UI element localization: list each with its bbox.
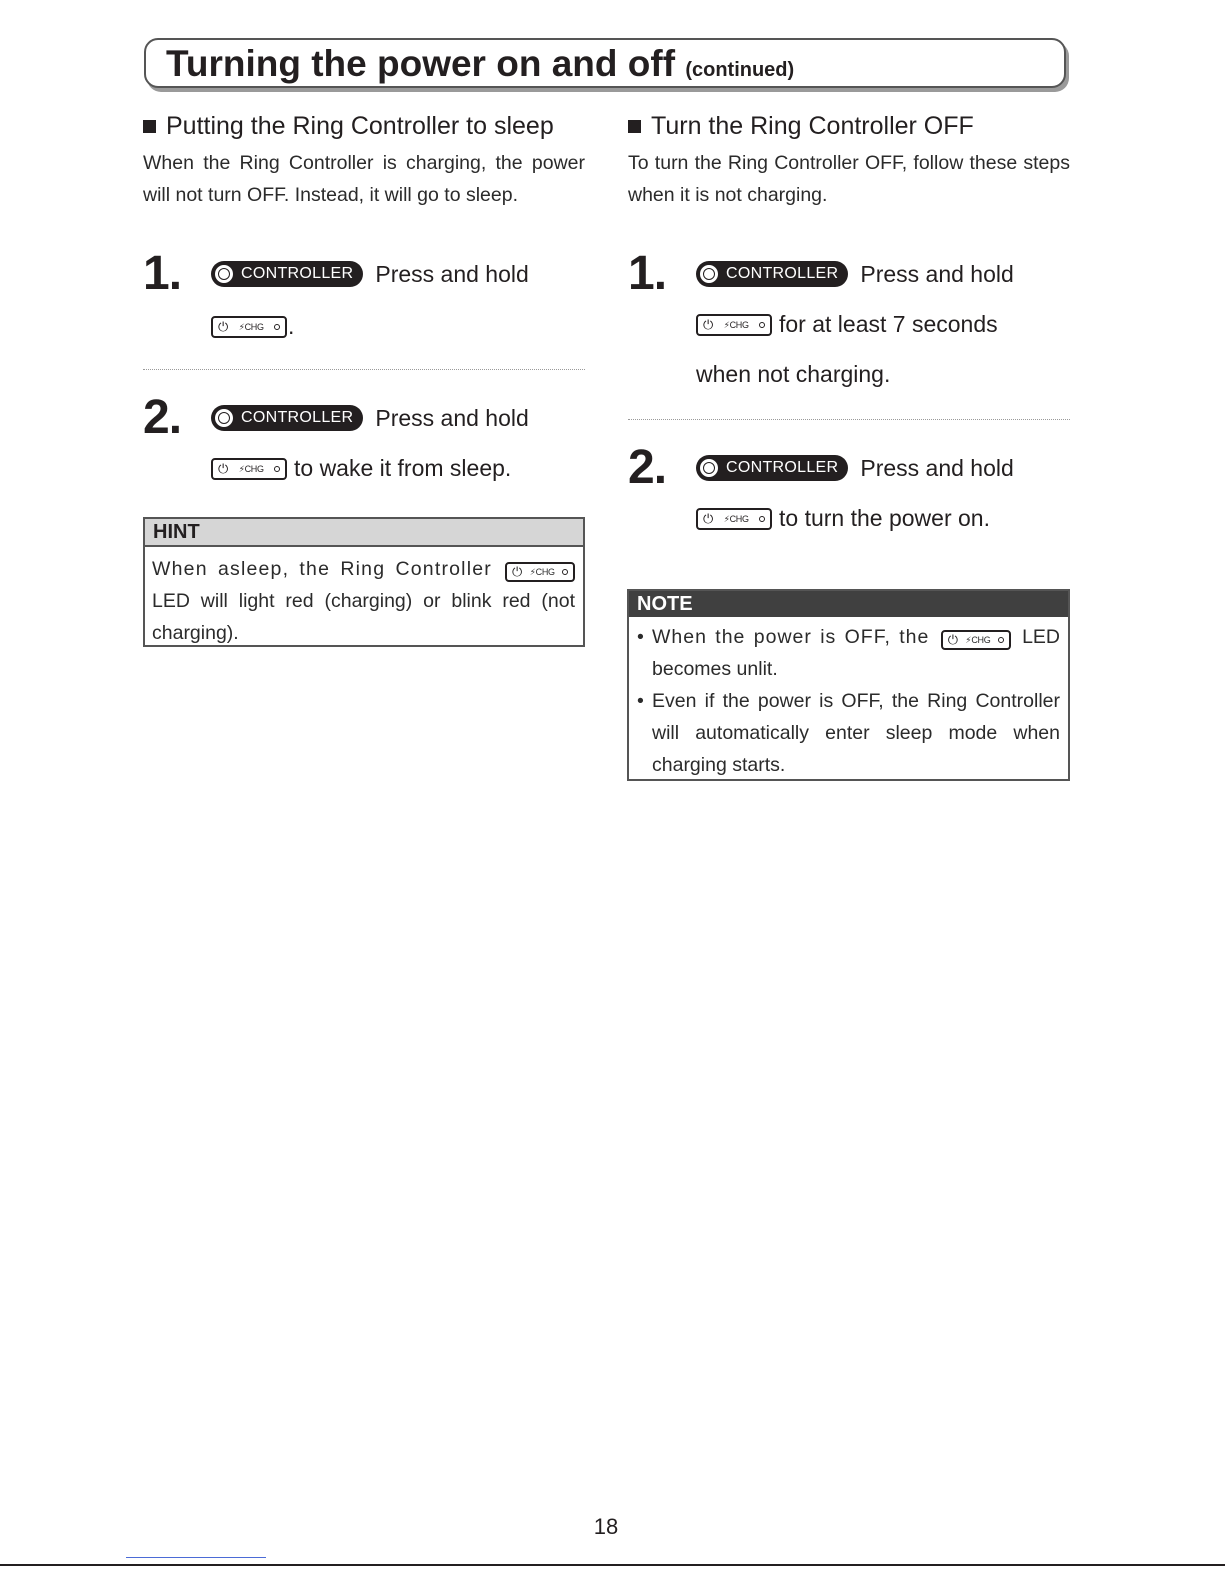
step-instruction: when not charging. bbox=[696, 361, 891, 387]
step-line bbox=[211, 403, 529, 433]
step-instruction: Press and hold bbox=[860, 261, 1014, 287]
note-item: • When the power is OFF, the ⏻ ⚡CHG LED becomes unlit. bbox=[637, 626, 1061, 680]
right-intro-text: To turn the Ring Controller OFF, follow these steps when it is not charging. bbox=[628, 152, 1070, 206]
divider bbox=[143, 369, 585, 370]
step-line bbox=[696, 503, 990, 533]
note-heading: NOTE bbox=[629, 591, 1068, 617]
step-instruction: Press and hold bbox=[375, 261, 529, 287]
step-line bbox=[696, 259, 1014, 289]
step-number: 1. bbox=[628, 247, 667, 300]
step-instruction: for at least 7 seconds bbox=[779, 311, 998, 337]
note-item: • Even if the power is OFF, the Ring Controller will automatically enter sleep mode when charging starts. bbox=[637, 690, 1060, 776]
power-button-icon: ⏻ ⚡CHG bbox=[941, 630, 1011, 650]
step-number: 2. bbox=[628, 441, 667, 494]
left-section-heading bbox=[143, 108, 585, 144]
step-instruction: Press and hold bbox=[375, 405, 529, 431]
right-step-2 bbox=[628, 441, 1070, 544]
hint-text: When asleep, the Ring Controller ⏻ ⚡CHG LED will light red (charging) or blink red (not charging). bbox=[152, 558, 575, 644]
controller-badge-icon: CONTROLLER bbox=[211, 405, 363, 431]
divider bbox=[628, 419, 1070, 420]
left-intro-text: When the Ring Controller is charging, the power will not turn OFF. Instead, it will go to sleep. bbox=[143, 152, 585, 206]
square-bullet-icon bbox=[143, 120, 156, 133]
step-instruction: to turn the power on. bbox=[779, 505, 990, 531]
page-title-suffix: (continued) bbox=[685, 59, 795, 81]
square-bullet-icon bbox=[628, 120, 641, 133]
right-step-1 bbox=[628, 247, 1070, 400]
step-number: 1. bbox=[143, 247, 182, 300]
left-step-1 bbox=[143, 247, 585, 350]
step-number: 2. bbox=[143, 391, 182, 444]
power-button-icon: ⏻ ⚡CHG bbox=[696, 508, 772, 530]
step-line bbox=[211, 311, 294, 341]
step-instruction: Press and hold bbox=[860, 455, 1014, 481]
power-button-icon: ⏻ ⚡CHG bbox=[696, 314, 772, 336]
left-step-2 bbox=[143, 391, 585, 494]
step-instruction: . bbox=[288, 313, 295, 339]
page-number: 18 bbox=[593, 1514, 619, 1539]
page-title-box bbox=[144, 38, 1066, 88]
right-section-heading-text: Turn the Ring Controller OFF bbox=[651, 112, 974, 140]
left-column bbox=[143, 108, 585, 211]
hint-heading: HINT bbox=[145, 519, 583, 547]
left-section-heading-text: Putting the Ring Controller to sleep bbox=[166, 112, 554, 140]
controller-badge-icon: CONTROLLER bbox=[211, 261, 363, 287]
power-button-icon: ⏻ ⚡CHG bbox=[211, 316, 287, 338]
right-section-heading bbox=[628, 108, 1070, 144]
page-title bbox=[166, 42, 794, 92]
step-line bbox=[696, 359, 890, 389]
footer-link-underline bbox=[126, 1557, 266, 1558]
step-line bbox=[696, 309, 998, 339]
footer-rule bbox=[0, 1564, 1225, 1566]
step-line bbox=[696, 453, 1014, 483]
step-line bbox=[211, 259, 529, 289]
hint-box bbox=[143, 517, 585, 647]
power-button-icon: ⏻ ⚡CHG bbox=[505, 562, 575, 582]
step-instruction: to wake it from sleep. bbox=[294, 455, 512, 481]
controller-badge-icon: CONTROLLER bbox=[696, 455, 848, 481]
right-column bbox=[628, 108, 1070, 211]
step-line bbox=[211, 453, 511, 483]
page-title-main: Turning the power on and off bbox=[166, 43, 676, 84]
controller-badge-icon: CONTROLLER bbox=[696, 261, 848, 287]
note-list bbox=[629, 617, 1068, 781]
note-box bbox=[627, 589, 1070, 781]
power-button-icon: ⏻ ⚡CHG bbox=[211, 458, 287, 480]
